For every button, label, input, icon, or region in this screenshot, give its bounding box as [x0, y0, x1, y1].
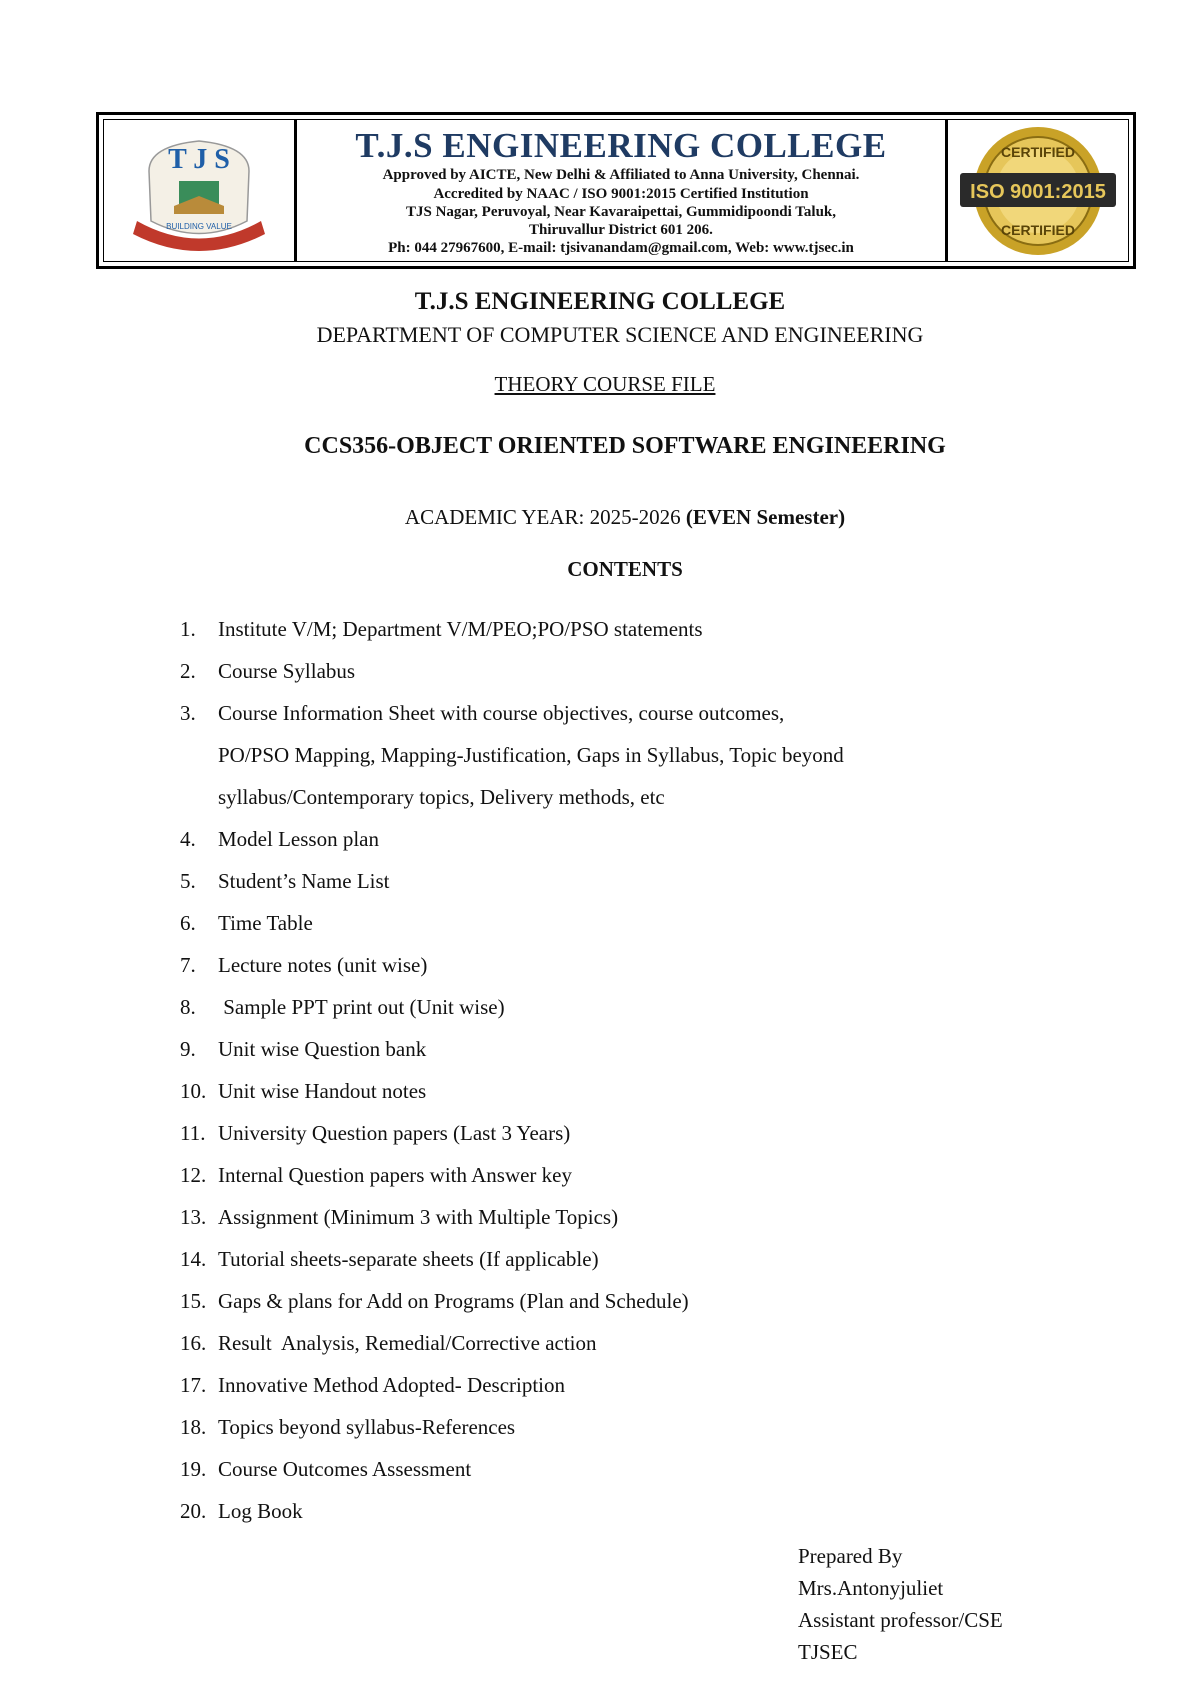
- contents-item-text: Result Analysis, Remedial/Corrective action: [218, 1331, 597, 1355]
- contents-item-text: University Question papers (Last 3 Years): [218, 1121, 571, 1145]
- contents-item-text: Assignment (Minimum 3 with Multiple Topics): [218, 1205, 619, 1229]
- contents-item: [180, 1112, 1000, 1154]
- contents-item: [180, 1448, 1000, 1490]
- contents-item-number: 3.: [180, 701, 196, 725]
- svg-text:CERTIFIED: CERTIFIED: [1001, 221, 1075, 238]
- contents-item: [180, 1490, 1000, 1532]
- contents-item-text: Topics beyond syllabus-References: [218, 1415, 516, 1439]
- svg-text:T J S: T J S: [168, 143, 230, 175]
- svg-text:ISO 9001:2015: ISO 9001:2015: [970, 180, 1106, 203]
- semester-label: (EVEN Semester): [685, 505, 846, 529]
- academic-year: [25, 505, 1200, 530]
- contents-item-number: 16.: [180, 1331, 207, 1355]
- contents-item-number: 14.: [180, 1247, 207, 1271]
- letterhead-district: Thiruvallur District 601 206.: [529, 222, 713, 238]
- svg-text:CERTIFIED: CERTIFIED: [1001, 143, 1075, 160]
- contents-item-number: 11.: [180, 1121, 206, 1145]
- contents-item-number: 20.: [180, 1499, 207, 1523]
- preparer-designation: Assistant professor/CSE: [798, 1608, 1003, 1632]
- contents-item: [180, 734, 1000, 776]
- contents-item-number: 10.: [180, 1079, 207, 1103]
- contents-item-text: Course Information Sheet with course objectives, course outcomes,: [218, 701, 785, 725]
- contents-item-text: Gaps & plans for Add on Programs (Plan and Schedule): [218, 1289, 689, 1313]
- contents-heading: CONTENTS: [567, 557, 683, 581]
- contents-item: [180, 608, 1000, 650]
- contents-item-number: 19.: [180, 1457, 207, 1481]
- preparer-name: Mrs.Antonyjuliet: [798, 1576, 944, 1600]
- contents-item-number: 15.: [180, 1289, 207, 1313]
- contents-item-text: Internal Question papers with Answer key: [218, 1163, 572, 1187]
- iso-seal-icon: [945, 120, 1128, 261]
- contents-item-number: [180, 776, 218, 818]
- contents-item: [180, 902, 1000, 944]
- contents-item: [180, 1322, 1000, 1364]
- contents-item-number: 1.: [180, 617, 196, 641]
- preparer-institution: TJSEC: [798, 1640, 858, 1664]
- contents-item-number: 12.: [180, 1163, 207, 1187]
- contents-item-text: Student’s Name List: [218, 869, 390, 893]
- contents-item-text: Unit wise Question bank: [218, 1037, 427, 1061]
- letterhead-contact: Ph: 044 27967600, E-mail: tjsivanandam@gmail.com, Web: www.tjsec.in: [388, 240, 854, 257]
- letterhead-approval: Approved by AICTE, New Delhi & Affiliated to Anna University, Chennai.: [382, 167, 860, 184]
- contents-item: [180, 692, 1000, 734]
- contents-item: [180, 986, 1000, 1028]
- contents-item: [180, 818, 1000, 860]
- contents-item-text: Lecture notes (unit wise): [218, 953, 428, 977]
- contents-item: [180, 1154, 1000, 1196]
- contents-list: [180, 608, 1000, 1532]
- prepared-by-block: [798, 1540, 1003, 1668]
- contents-item: [180, 1070, 1000, 1112]
- letterhead: [96, 112, 1136, 269]
- contents-item: [180, 776, 1000, 818]
- contents-item-text: Course Outcomes Assessment: [218, 1457, 472, 1481]
- college-logo: [104, 120, 297, 261]
- prepared-by-label: Prepared By: [798, 1544, 903, 1568]
- contents-item-text: Institute V/M; Department V/M/PEO;PO/PSO statements: [218, 617, 703, 641]
- contents-item: [180, 944, 1000, 986]
- svg-text:BUILDING VALUE: BUILDING VALUE: [166, 221, 232, 231]
- contents-item: [180, 1196, 1000, 1238]
- file-type-title: THEORY COURSE FILE: [494, 372, 716, 396]
- contents-item-text: Innovative Method Adopted- Description: [218, 1373, 566, 1397]
- contents-item-text: Tutorial sheets-separate sheets (If applicable): [218, 1247, 599, 1271]
- course-title: CCS356-OBJECT ORIENTED SOFTWARE ENGINEERING: [304, 433, 946, 459]
- contents-item-text: Unit wise Handout notes: [218, 1079, 427, 1103]
- contents-item-number: 8.: [180, 995, 196, 1019]
- contents-item: [180, 1238, 1000, 1280]
- contents-item-number: [180, 734, 218, 776]
- contents-item: [180, 1280, 1000, 1322]
- contents-item-number: 18.: [180, 1415, 207, 1439]
- contents-item-number: 9.: [180, 1037, 196, 1061]
- contents-item-text: Model Lesson plan: [218, 827, 379, 851]
- contents-item-text: Sample PPT print out (Unit wise): [218, 995, 505, 1019]
- contents-item: [180, 1364, 1000, 1406]
- contents-item-text: Log Book: [218, 1499, 303, 1523]
- contents-item: [180, 1028, 1000, 1070]
- contents-item-number: 17.: [180, 1373, 207, 1397]
- contents-item-number: 13.: [180, 1205, 207, 1229]
- contents-item: [180, 1406, 1000, 1448]
- contents-item-text: Course Syllabus: [218, 659, 356, 683]
- contents-item-number: 7.: [180, 953, 196, 977]
- contents-item-text: Time Table: [218, 911, 313, 935]
- academic-year-label: ACADEMIC YEAR: 2025-2026: [404, 505, 681, 529]
- letterhead-address: TJS Nagar, Peruvoyal, Near Kavaraipettai, Gummidipoondi Taluk,: [405, 203, 837, 220]
- college-title: T.J.S ENGINEERING COLLEGE: [414, 288, 786, 315]
- letterhead-college-name: T.J.S ENGINEERING COLLEGE: [355, 126, 887, 165]
- department-title: DEPARTMENT OF COMPUTER SCIENCE AND ENGINEERING: [316, 322, 924, 347]
- contents-item-text: syllabus/Contemporary topics, Delivery methods, etc: [218, 785, 665, 809]
- contents-item-number: 2.: [180, 659, 196, 683]
- contents-item-number: 4.: [180, 827, 196, 851]
- letterhead-accreditation: Accredited by NAAC / ISO 9001:2015 Certified Institution: [433, 185, 809, 202]
- contents-item: [180, 860, 1000, 902]
- contents-item-text: PO/PSO Mapping, Mapping-Justification, Gaps in Syllabus, Topic beyond: [218, 743, 844, 767]
- contents-item: [180, 650, 1000, 692]
- contents-item-number: 5.: [180, 869, 196, 893]
- contents-item-number: 6.: [180, 911, 196, 935]
